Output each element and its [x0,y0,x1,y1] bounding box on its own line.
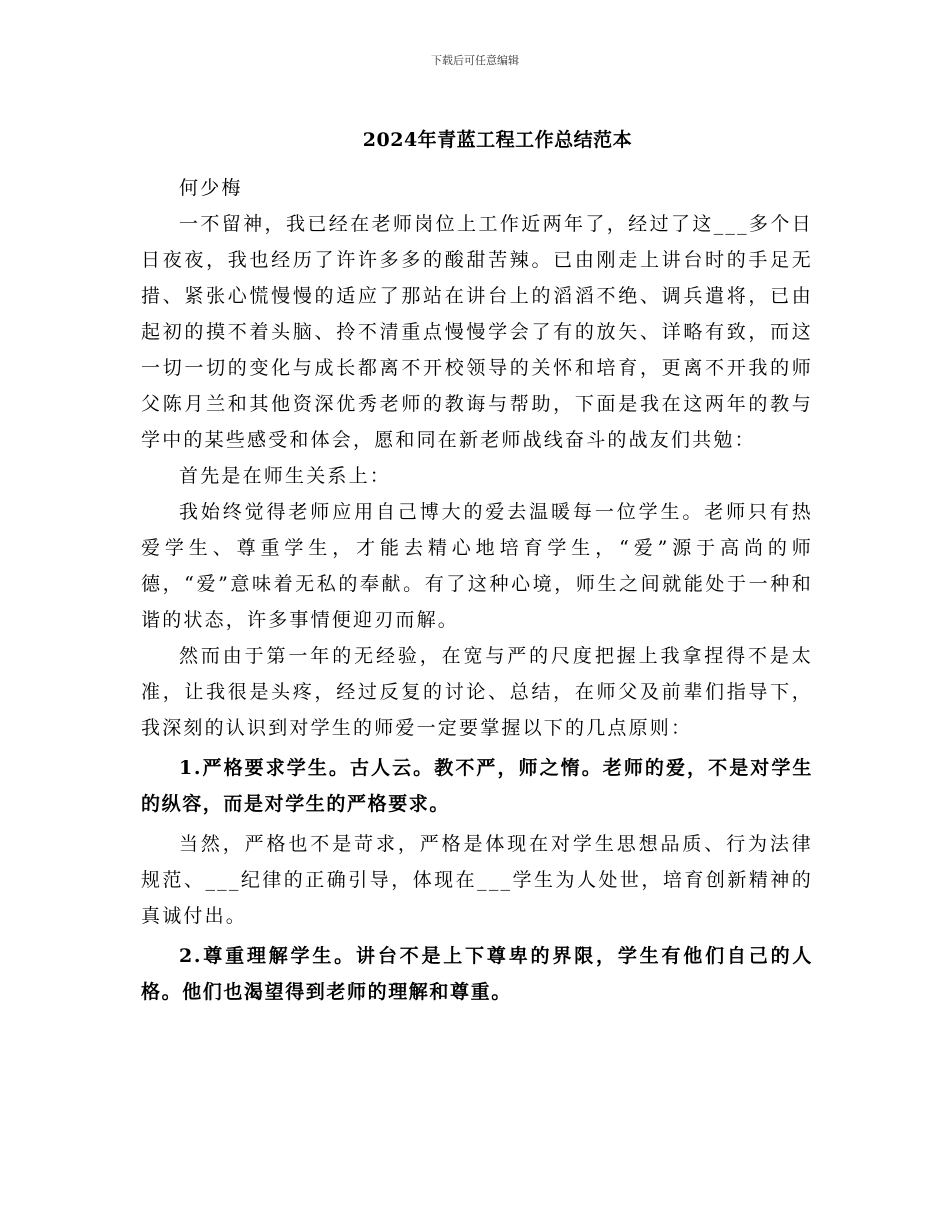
paragraph-intro: 一不留神，我已经在老师岗位上工作近两年了，经过了这___多个日日夜夜，我也经历了许许多多的酸甜苦辣。已由刚走上讲台时的手足无措、紧张心慌慢慢的适应了那站在讲台上的滔滔不绝、调兵遣将，已由起初的摸不着头脑、拎不清重点慢慢学会了有的放矢、详略有致，而这一切一切的变化与成长都离不开校领导的关怀和培育，更离不开我的师父陈月兰和其他资深优秀老师的教诲与帮助，下面是我在这两年的教与学中的某些感受和体会，愿和同在新老师战线奋斗的战友们共勉： [141,213,813,451]
paragraph-love: 我始终觉得老师应用自己博大的爱去温暖每一位学生。老师只有热爱学生、尊重学生，才能去精心地培育学生，“爱”源于高尚的师德，“爱”意味着无私的奉献。有了这种心境，师生之间就能处于一种和谐的状态，许多事情便迎刃而解。 [141,501,813,631]
author-name: 何少梅 [179,177,243,199]
paragraph-principles: 然而由于第一年的无经验，在宽与严的尺度把握上我拿捏得不是太准，让我很是头疼，经过反复的讨论、总结，在师父及前辈们指导下，我深刻的认识到对学生的师爱一定要掌握以下的几点原则： [141,645,813,739]
document-body [141,170,813,1014]
principle-1-strict: 1.严格要求学生。古人云。教不严，师之惰。老师的爱，不是对学生的纵容，而是对学生的严格要求。 [141,757,813,815]
paragraph-strictness: 当然，严格也不是苛求，严格是体现在对学生思想品质、行为法律规范、___纪律的正确引导，体现在___学生为人处世，培育创新精神的真诚付出。 [141,833,813,927]
document-title: 2024年青蓝工程工作总结范本 [362,129,633,151]
page-header-note: 下载后可任意编辑 [431,54,519,67]
principle-2-respect: 2.尊重理解学生。讲台不是上下尊卑的界限，学生有他们自己的人格。他们也渴望得到老师的理解和尊重。 [141,945,813,1003]
paragraph-section-heading: 首先是在师生关系上： [179,465,392,487]
